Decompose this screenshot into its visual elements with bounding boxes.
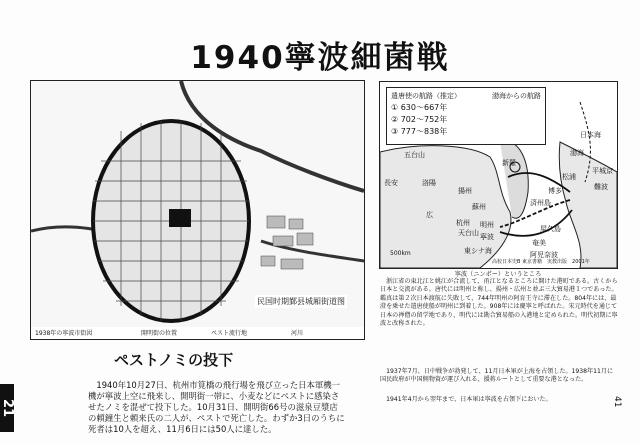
envoy-route-map xyxy=(379,81,618,269)
route-legend xyxy=(386,87,546,145)
route-map-source: 高校日本史B 東京書籍 実教出版 2001年 xyxy=(492,259,590,265)
place-mingzhou: 明州 xyxy=(480,221,494,229)
right-paragraph-1: 浙江省の東北江と姚江が合流して、甬江となるところに開けた港町である。古くから日本と交流がある。唐代には明州と称し、揚州・広州と並ぶ三大貿易港１つであった。鑑真は第２次日本渡航に失敗して、744年明州の阿育王寺に滞在した。804年には、最澄を乗せた遣唐使船が明州に到着した。908年には慶寧と呼ばれた。宋元時代を通じて日本の禅僧の留学地であり、明代には勘合貿易船の入港地と定められた。明代初期に寧波と改称された。 xyxy=(380,278,618,328)
route-map-scale: 500km xyxy=(390,250,411,257)
place-naniwa: 難波 xyxy=(594,183,608,191)
place-yakushima: 屋久島 xyxy=(540,225,561,233)
vertical-page-number: 21 xyxy=(0,384,14,432)
place-jeju: 済州島 xyxy=(530,199,551,207)
place-luoyang: 洛陽 xyxy=(422,179,436,187)
right-paragraph-3: 1941年4月から翌年まで、日本軍は寧波を占領下においた。 xyxy=(386,396,552,403)
page-number: 41 xyxy=(612,396,622,408)
city-map-legend-2: 開明街の位置 xyxy=(141,330,178,337)
place-ningbo: 寧波 xyxy=(480,233,494,241)
place-suzhou: 蘇州 xyxy=(472,203,486,211)
city-map-caption: 民国时期鄞县城厢街道图 xyxy=(257,297,345,306)
page-title: 1940寧波細菌戦 xyxy=(190,40,450,76)
place-tiantaishan: 天台山 xyxy=(458,229,479,237)
place-yangzhou: 揚州 xyxy=(458,187,472,195)
section-title: ペストノミの投下 xyxy=(114,351,234,369)
right-paragraph-2: 1937年7月、日中戦争が勃発して、11月日本軍が上海を占領した。1938年11月に国民政府が中国側物資が運び入れる、援蒋ルートとして重要な港となった。 xyxy=(380,368,614,384)
route-3: ③ 777～838年 xyxy=(391,127,448,136)
route-legend-title-1: 遣唐使の航路（推定） xyxy=(391,92,461,100)
place-sea-of-japan: 日本海 xyxy=(580,131,601,139)
place-wutaishan: 五台山 xyxy=(404,151,425,159)
place-akonaha: 阿児奈波 xyxy=(530,251,558,259)
place-hakata: 博多 xyxy=(548,187,562,195)
city-map-legend-1: 1938年の寧波市街図 xyxy=(35,330,93,337)
place-matsura: 松浦 xyxy=(562,173,576,181)
ningbo-city-map xyxy=(30,80,365,340)
place-bohai: 渤海 xyxy=(570,149,584,157)
place-guang: 広 xyxy=(426,211,433,219)
body-text: 1940年10月27日、杭州市筧橋の飛行場を飛び立った日本軍機一機が寧波上空に飛来し、開明街一帯に、小麦などにペストに感染させたノミを混ぜて投下した。10月31日、開明街66号の滋泉豆漿店の頼鐘生と頼来氏の二人が、ペストで死亡した。わずか3日のうちに死者は10人を超え、11月6日には50人に達した。 xyxy=(88,380,345,434)
place-heijokyo: 平城京 xyxy=(592,167,613,175)
route-2: ② 702～752年 xyxy=(391,115,448,124)
city-map-legend-3: ペスト流行地 xyxy=(211,330,248,337)
place-silla: 新羅 xyxy=(502,159,516,167)
place-amami: 奄美 xyxy=(532,239,546,247)
city-map-legend-4: 河川 xyxy=(291,330,304,337)
route-1: ① 630～667年 xyxy=(391,103,448,112)
place-east-china-sea: 東シナ海 xyxy=(464,247,492,255)
place-hangzhou: 杭州 xyxy=(456,219,470,227)
right-caption: 寧波（ニンポー）というところ xyxy=(454,271,542,278)
route-legend-title-2: 渤海からの航路 xyxy=(492,92,541,100)
place-changan: 長安 xyxy=(384,179,398,187)
